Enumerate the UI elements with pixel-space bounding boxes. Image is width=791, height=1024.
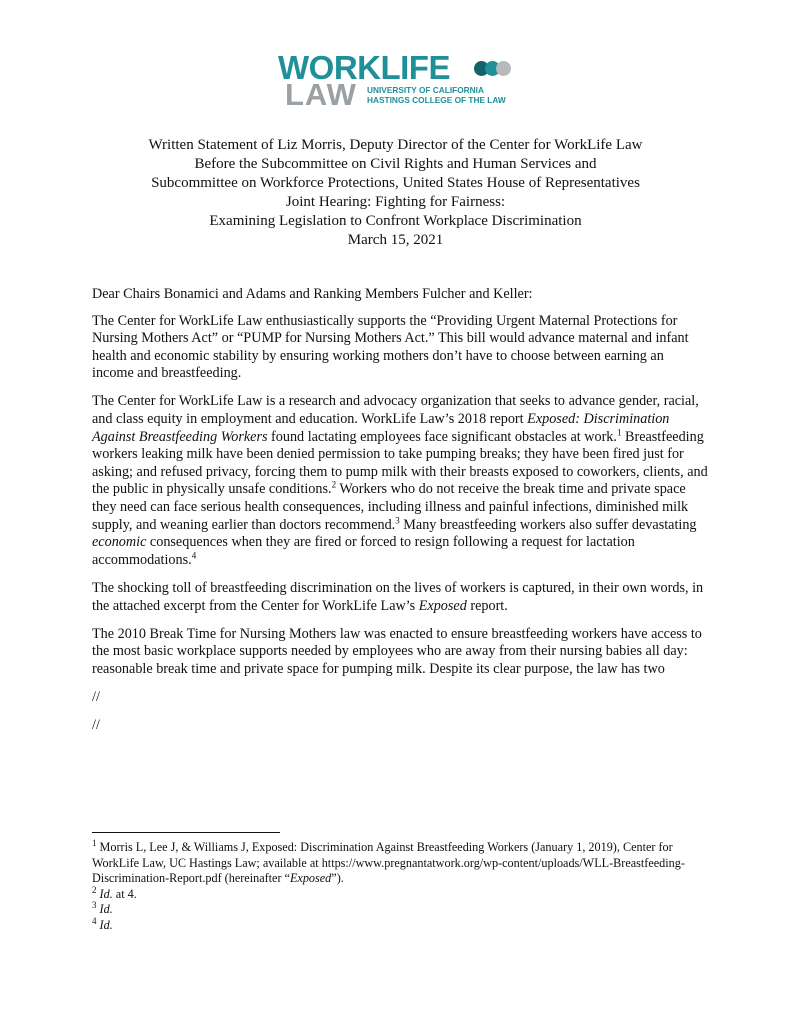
heading-line-3: Subcommittee on Workforce Protections, United States House of Representatives xyxy=(151,175,640,191)
footnote-4 xyxy=(92,915,712,934)
paragraph-3 xyxy=(92,580,708,615)
footnote-ref-4: 4 xyxy=(191,550,197,561)
paragraph-1: The Center for WorkLife Law enthusiastically supports the “Providing Urgent Maternal Protections for Nursing Mothers Act” or “PUMP for Nursing Mothers Act.” This bill would advance maternal and infant health and economic stability by ensuring working mothers don’t have to choose between earning an income and breastfeeding. xyxy=(92,312,689,382)
heading-line-1: Written Statement of Liz Morris, Deputy Director of the Center for WorkLife Law xyxy=(148,137,643,153)
heading-line-2: Before the Subcommittee on Civil Rights and Human Services and xyxy=(194,156,597,172)
p2-text-b: found lactating employees face significant obstacles at work. xyxy=(267,428,617,445)
letter-body xyxy=(92,286,708,745)
footnote-1-number: 1 xyxy=(92,837,97,848)
page-break-marker-1: // xyxy=(92,688,100,705)
footnote-ref-2: 2 xyxy=(331,479,337,490)
p3-text-a: The shocking toll of breastfeeding discrimination on the lives of workers is captured, in their own words, in the attached excerpt from the Center for WorkLife Law’s xyxy=(92,579,704,614)
exposed-title: Exposed xyxy=(418,597,467,614)
logo-worklife-text: WORKLIFE xyxy=(278,49,450,86)
footnote-2 xyxy=(92,884,712,903)
footnote-3-number: 3 xyxy=(92,899,97,910)
logo-dots-icon xyxy=(474,61,518,77)
heading-date: March 15, 2021 xyxy=(347,232,444,248)
p2-text-f: consequences when they are fired or forced to resign following a request for lactation accommodations. xyxy=(92,534,635,568)
logo-dot-gray xyxy=(496,61,511,76)
logo-uc-line1: UNIVERSITY OF CALIFORNIA xyxy=(367,85,484,95)
heading-line-4: Joint Hearing: Fighting for Fairness: xyxy=(285,194,506,210)
p2-text-a: The Center for WorkLife Law is a research and advocacy organization that seeks to advance gender, racial, and class equity in employment and education. WorkLife Law’s 2018 report xyxy=(92,393,699,428)
heading-line-5: Examining Legislation to Confront Workplace Discrimination xyxy=(209,213,582,229)
footnote-ref-3: 3 xyxy=(395,514,400,525)
p2-text-e: Many breastfeeding workers also suffer devastating xyxy=(399,516,697,533)
footnote-4-id: Id. xyxy=(99,917,113,932)
paragraph-4: The 2010 Break Time for Nursing Mothers law was enacted to ensure breastfeeding workers have access to the most basic workplace supports needed by employees who are away from their nursing babies all day: reasonable break time and private space for pumping milk. Despite its clear purpose, the law has two xyxy=(92,625,702,677)
footnote-2-text: at 4. xyxy=(112,886,137,901)
footnote-3-id: Id. xyxy=(99,902,113,916)
paragraph-2 xyxy=(92,393,708,569)
report-title: Exposed: Discrimination Against Breastfeeding Workers xyxy=(92,411,670,445)
statement-heading xyxy=(60,136,731,250)
footnote-1 xyxy=(92,837,712,887)
footnote-3 xyxy=(92,899,712,918)
footnote-ref-1: 1 xyxy=(616,426,622,437)
worklife-law-logo xyxy=(278,49,518,112)
logo-university-text xyxy=(367,85,506,105)
salutation: Dear Chairs Bonamici and Adams and Ranking Members Fulcher and Keller: xyxy=(92,286,533,302)
footnote-1-exposed: Exposed xyxy=(289,871,332,885)
footnote-2-number: 2 xyxy=(92,884,97,895)
page-break-marker-2: // xyxy=(92,716,100,733)
p2-text-d: Workers who do not receive the break time and private space they need can face serious health consequences, including illness and painful infections, diminished milk supply, and weaning earlier than doctors recommend. xyxy=(92,481,689,533)
p2-text-c: Breastfeeding workers leaking milk have been denied permission to take pumping breaks; they have been fired just for asking; and refused privacy, forcing them to pump milk with their breasts exposed to coworkers, clients, and the public in physically unsafe conditions. xyxy=(92,428,708,498)
p3-text-b: report. xyxy=(466,597,508,614)
footnote-1-end: ”). xyxy=(331,871,344,885)
footnote-4-number: 4 xyxy=(92,915,97,926)
logo-law-text: LAW xyxy=(285,77,357,112)
footnote-divider xyxy=(92,832,280,833)
economic-emphasis: economic xyxy=(92,534,147,551)
logo-uc-line2: HASTINGS COLLEGE OF THE LAW xyxy=(367,95,506,105)
footnotes xyxy=(92,837,712,933)
footnote-2-id: Id. xyxy=(99,886,113,901)
footnote-1-text: Morris L, Lee J, & Williams J, Exposed: Discrimination Against Breastfeeding Workers (January 1, 2019), Center for WorkLife Law, UC Hastings Law; available at https://www.pregnantatwork.org/wp-content/uploads/WLL-Breastfeeding-Discrimination-Report.pdf (hereinafter “ xyxy=(92,840,685,885)
